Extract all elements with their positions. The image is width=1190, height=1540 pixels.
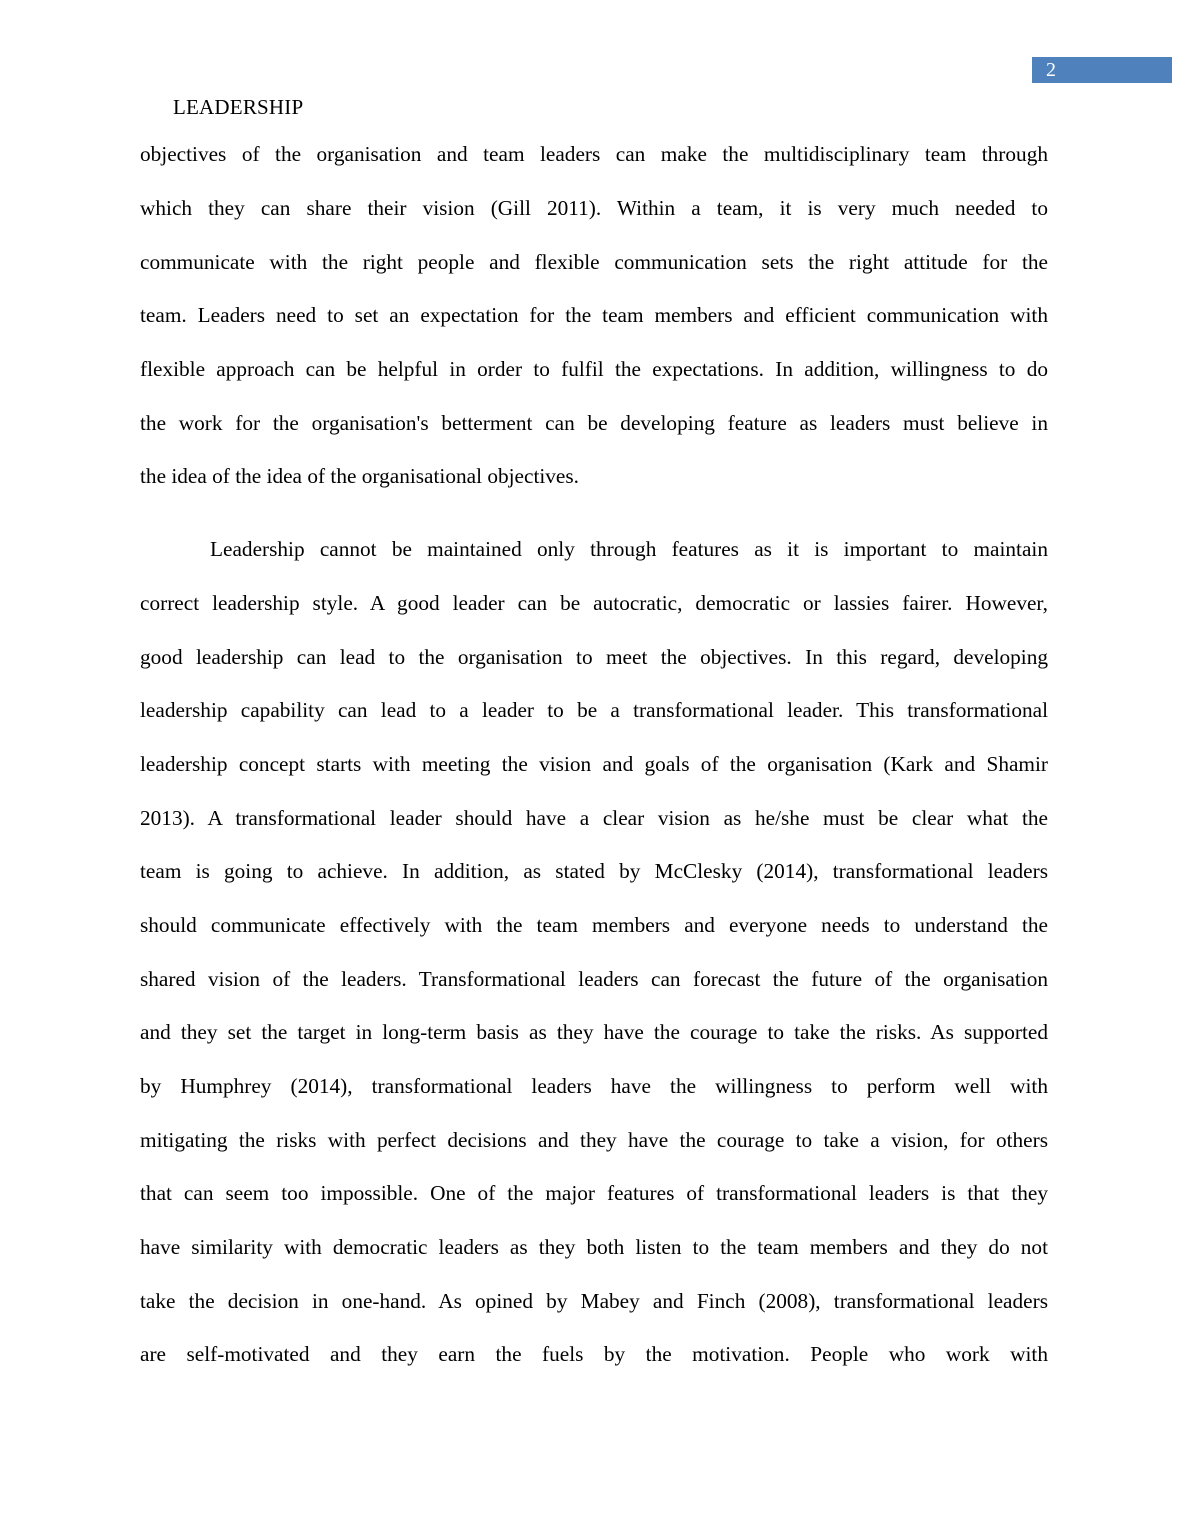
text-line: which they can share their vision (Gill 2011). Within a team, it is very much needed to	[140, 196, 1048, 220]
text-line: that can seem too impossible. One of the major features of transformational leaders is that they	[140, 1181, 1048, 1205]
text-line: correct leadership style. A good leader can be autocratic, democratic or lassies fairer. However,	[140, 591, 1048, 615]
text-line: the idea of the idea of the organisational objectives.	[140, 464, 579, 488]
text-line: the work for the organisation's betterment can be developing feature as leaders must believe in	[140, 411, 1048, 435]
text-line: and they set the target in long-term basis as they have the courage to take the risks. As supported	[140, 1020, 1048, 1044]
text-line: by Humphrey (2014), transformational leaders have the willingness to perform well with	[140, 1074, 1048, 1098]
text-line: team is going to achieve. In addition, as stated by McClesky (2014), transformational leaders	[140, 859, 1048, 883]
text-line: leadership concept starts with meeting the vision and goals of the organisation (Kark and Shamir	[140, 752, 1048, 776]
page-number-box	[1032, 57, 1172, 83]
text-line: should communicate effectively with the team members and everyone needs to understand the	[140, 913, 1048, 937]
text-line: Leadership cannot be maintained only through features as it is important to maintain	[210, 537, 1048, 561]
text-line: take the decision in one-hand. As opined by Mabey and Finch (2008), transformational leaders	[140, 1289, 1048, 1313]
text-line: mitigating the risks with perfect decisions and they have the courage to take a vision, for others	[140, 1128, 1048, 1152]
running-head: LEADERSHIP	[173, 95, 304, 119]
text-line: are self-motivated and they earn the fuels by the motivation. People who work with	[140, 1342, 1048, 1366]
text-line: 2013). A transformational leader should have a clear vision as he/she must be clear what the	[140, 806, 1048, 830]
text-line: flexible approach can be helpful in order to fulfil the expectations. In addition, willingness to do	[140, 357, 1048, 381]
text-line: good leadership can lead to the organisation to meet the objectives. In this regard, developing	[140, 645, 1048, 669]
text-line: shared vision of the leaders. Transformational leaders can forecast the future of the organisation	[140, 967, 1048, 991]
page-number: 2	[1046, 59, 1056, 81]
text-line: leadership capability can lead to a leader to be a transformational leader. This transformational	[140, 698, 1048, 722]
text-line: communicate with the right people and flexible communication sets the right attitude for the	[140, 250, 1048, 274]
text-line: objectives of the organisation and team leaders can make the multidisciplinary team through	[140, 142, 1048, 166]
text-line: team. Leaders need to set an expectation for the team members and efficient communication with	[140, 303, 1048, 327]
text-line: have similarity with democratic leaders as they both listen to the team members and they do not	[140, 1235, 1048, 1259]
